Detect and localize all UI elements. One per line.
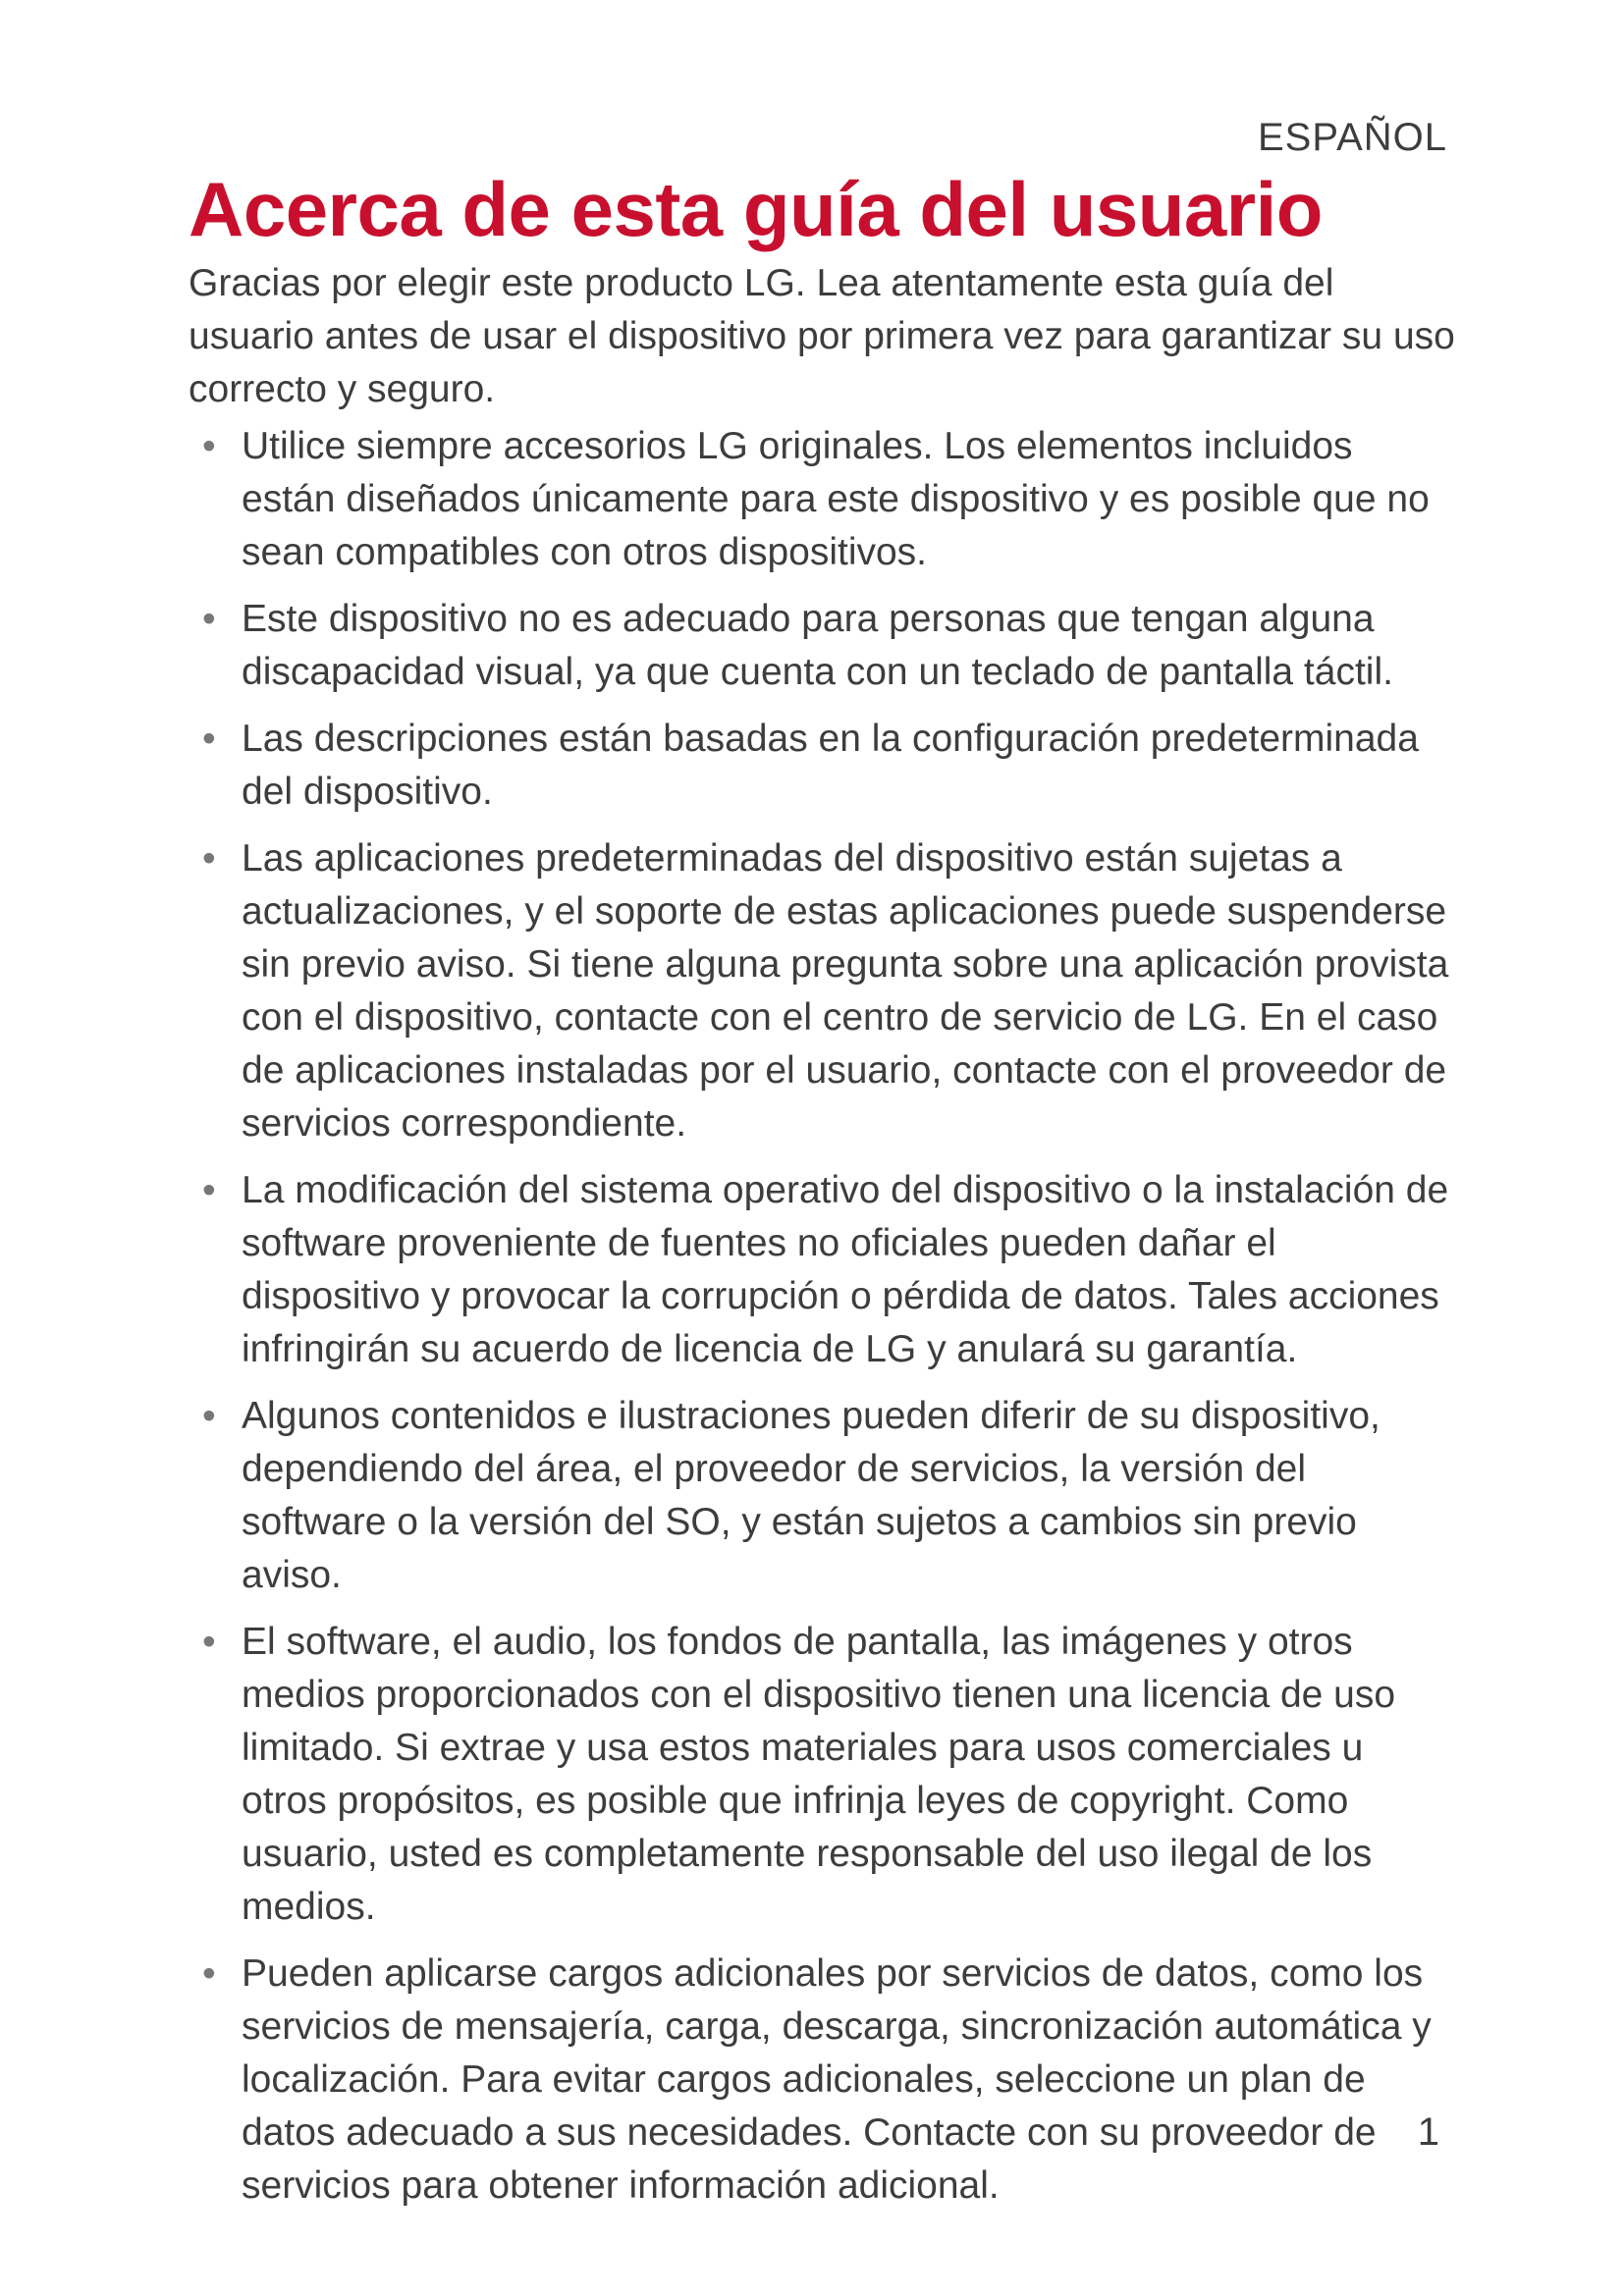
bullet-icon: • <box>202 1952 216 1995</box>
list-item <box>189 1948 1455 2213</box>
list-item <box>189 1164 1455 1376</box>
list-item-text: La modificación del sistema operativo del dispositivo o la instalación de software proveniente de fuentes no oficiales pueden dañar el dispositivo y provocar la corrupción o pérdida de datos. Tales acciones infringirán su acuerdo de licencia de LG y anulará su garantía. <box>242 1169 1449 1370</box>
bullet-icon: • <box>202 1169 216 1211</box>
list-item-text: Las descripciones están basadas en la configuración predeterminada del dispositivo. <box>242 718 1419 813</box>
list-item-text: Las aplicaciones predeterminadas del dispositivo están sujetas a actualizaciones, y el soporte de estas aplicaciones puede suspenderse sin previo aviso. Si tiene alguna pregunta sobre una aplicación provista con el dispositivo, contacte con el centro de servicio de LG. En el caso de aplicaciones instaladas por el usuario, contacte con el proveedor de servicios correspondiente. <box>242 837 1449 1145</box>
list-item <box>189 593 1455 699</box>
list-item <box>189 832 1455 1150</box>
bullet-icon: • <box>202 598 216 640</box>
bullet-icon: • <box>202 837 216 880</box>
language-label: ESPAÑOL <box>1258 116 1447 159</box>
intro-paragraph: Gracias por elegir este producto LG. Lea atentamente esta guía del usuario antes de usar el dispositivo por primera vez para garantizar su uso correcto y seguro. <box>189 262 1455 410</box>
list-item-text: Este dispositivo no es adecuado para personas que tengan alguna discapacidad visual, ya que cuenta con un teclado de pantalla táctil. <box>242 598 1393 693</box>
list-item <box>189 1616 1455 1934</box>
list-item-text: Algunos contenidos e ilustraciones pueden diferir de su dispositivo, dependiendo del área, el proveedor de servicios, la versión del software o la versión del SO, y están sujetos a cambios sin previo aviso. <box>242 1395 1380 1596</box>
bullet-list <box>189 420 1455 2213</box>
list-item <box>189 420 1455 579</box>
list-item-text: Pueden aplicarse cargos adicionales por servicios de datos, como los servicios de mensajería, carga, descarga, sincronización automática y localización. Para evitar cargos adicionales, seleccione un plan de datos adecuado a sus necesidades. Contacte con su proveedor de servicios para obtener información adicional. <box>242 1952 1432 2207</box>
page-content <box>189 257 1455 2226</box>
list-item-text: Utilice siempre accesorios LG originales. Los elementos incluidos están diseñados únicamente para este dispositivo y es posible que no sean compatibles con otros dispositivos. <box>242 425 1430 573</box>
bullet-icon: • <box>202 425 216 467</box>
list-item <box>189 1390 1455 1602</box>
bullet-icon: • <box>202 718 216 760</box>
bullet-icon: • <box>202 1395 216 1437</box>
page-number: 1 <box>1417 2110 1439 2154</box>
bullet-icon: • <box>202 1621 216 1663</box>
page-title: Acerca de esta guía del usuario <box>189 166 1323 252</box>
list-item <box>189 713 1455 819</box>
list-item-text: El software, el audio, los fondos de pantalla, las imágenes y otros medios proporcionados con el dispositivo tienen una licencia de uso limitado. Si extrae y usa estos materiales para usos comerciales u otros propósitos, es posible que infrinja leyes de copyright. Como usuario, usted es completamente responsable del uso ilegal de los medios. <box>242 1621 1396 1928</box>
